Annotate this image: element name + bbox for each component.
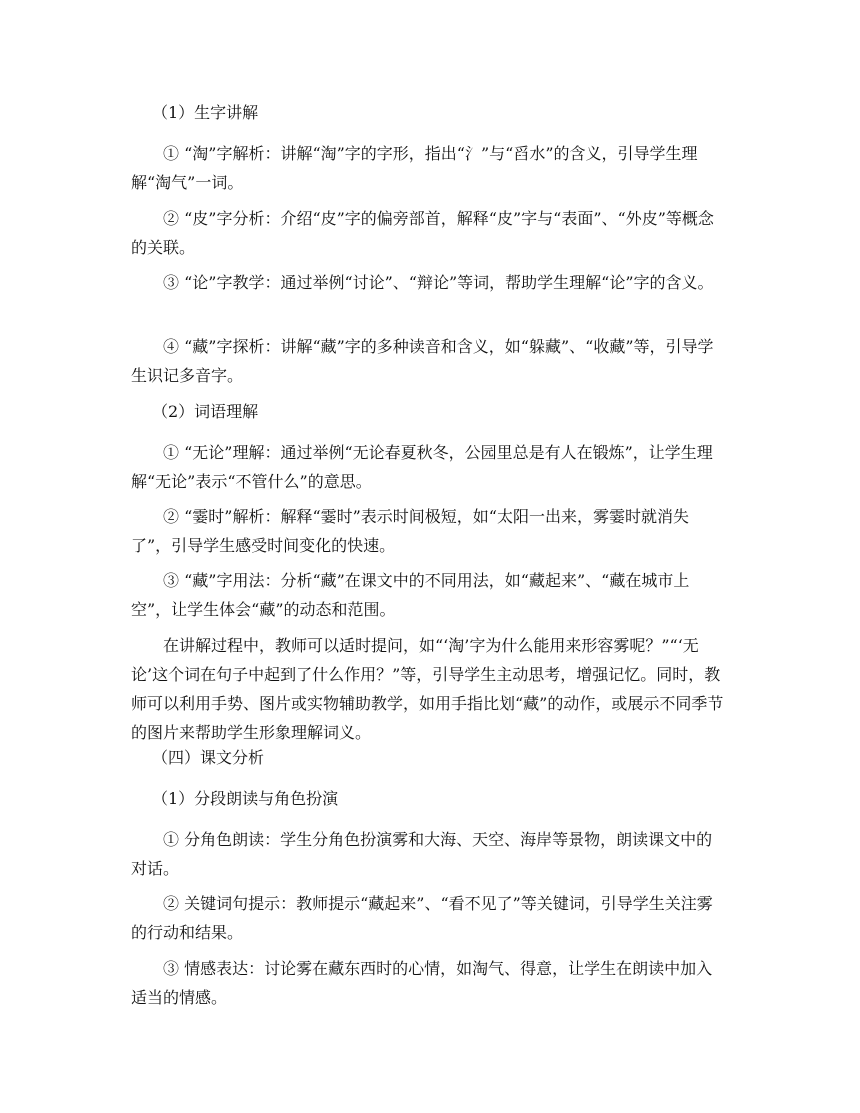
- section-heading-text-analysis: （四）课文分析: [152, 748, 265, 767]
- list-item: ③ “论”字教学：通过举例“讨论”、“辩论”等词，帮助学生理解“论”字的含义。: [163, 273, 714, 292]
- section-heading-new-characters: （1）生字讲解: [152, 103, 259, 122]
- list-item: ③ 情感表达：讨论雾在藏东西时的心情，如淘气、得意，让学生在朗读中加入适当的情感。: [131, 959, 713, 1007]
- list-item: ② “皮”字分析：介绍“皮”字的偏旁部首，解释“皮”字与“表面”、“外皮”等概念的关联。: [131, 209, 714, 257]
- list-item: ② “霎时”解析：解释“霎时”表示时间极短，如“太阳一出来，雾霎时就消失了”，引导学生感受时间变化的快速。: [131, 507, 689, 555]
- body-paragraph: 在讲解过程中，教师可以适时提问，如“‘淘’字为什么能用来形容雾呢？”“‘无论’这个词在句子中起到了什么作用？”等，引导学生主动思考，增强记忆。同时，教师可以利用手势、图片或实物辅助教学，如用手指比划“藏”的动作，或展示不同季节的图片来帮助学生形象理解词义。: [131, 636, 724, 742]
- list-item: ③ “藏”字用法：分析“藏”在课文中的不同用法，如“藏起来”、“藏在城市上空”，让学生体会“藏”的动态和范围。: [131, 571, 690, 619]
- list-item: ② 关键词句提示：教师提示“藏起来”、“看不见了”等关键词，引导学生关注雾的行动和结果。: [131, 894, 713, 942]
- section-heading-word-understanding: （2）词语理解: [152, 402, 259, 421]
- list-item: ① “淘”字解析：讲解“淘”字的字形，指出“氵”与“舀水”的含义，引导学生理解“淘气”一词。: [131, 144, 698, 192]
- section-subheading-reading-roleplay: （1）分段朗读与角色扮演: [152, 789, 339, 808]
- list-item: ① “无论”理解：通过举例“无论春夏秋冬，公园里总是有人在锻炼”，让学生理解“无论”表示“不管什么”的意思。: [131, 443, 713, 491]
- list-item: ④ “藏”字探析：讲解“藏”字的多种读音和含义，如“躲藏”、“收藏”等，引导学生识记多音字。: [131, 337, 714, 385]
- list-item: ① 分角色朗读：学生分角色扮演雾和大海、天空、海岸等景物，朗读课文中的对话。: [131, 830, 713, 878]
